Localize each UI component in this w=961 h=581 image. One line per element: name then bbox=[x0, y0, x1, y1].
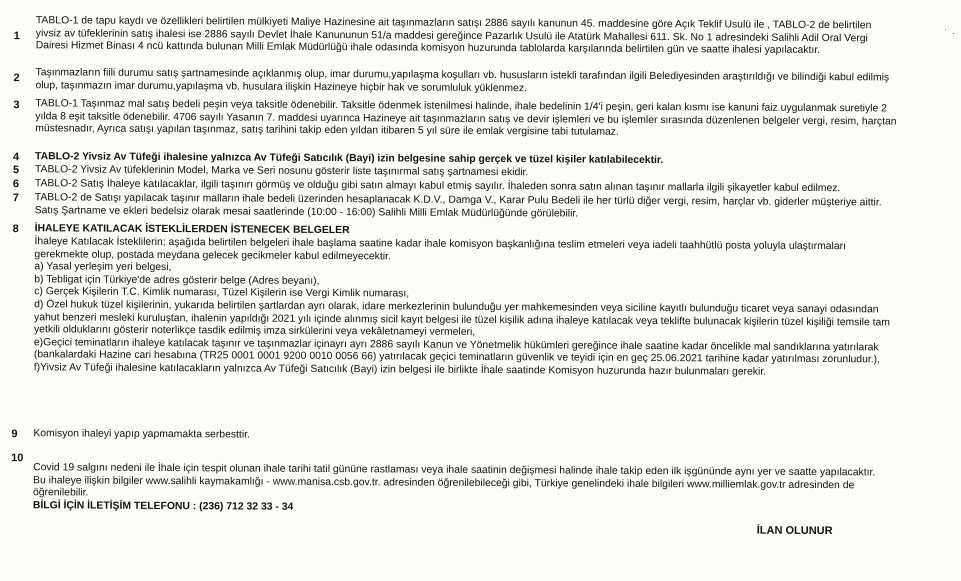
item-text: TABLO-2 Yivsiz Av tüfeklerinin Model, Marka ve Seri nosunu gösterir liste taşınırmal satış şartnamesi ekidir. bbox=[34, 164, 529, 179]
item-text: Covid 19 salgını nedeni ile İhale için tespit olunan ihale tarihi tatil gününe rastlaması veya ihale saatinin değişmesi halinde ihale takip eden ilk işgününde aynı yer ve saatte yapılacaktır. Bu ihaleye ilişkin bilgiler www.salihli kaymakamlığı - www.manisa.csb.gov.tr. adresinden öğrenilebileceği gibi, Türkiye genelindeki ihale bilgileri www.milliemlak.gov.tr adresinden de öğrenilebilir. bbox=[32, 462, 876, 499]
scan-dot-mark: · bbox=[951, 27, 955, 38]
item-text: TABLO-1 Taşınmaz mal satış bedeli peşin veya taksitle ödenebilir. Taksitle ödenmek istenilmesi halinde, ihale bedelinin 1/4'i peşin, geri kalan kısmı ise kanuni faiz uygulanmak suretiyle 2 yılda 8 eşit taksitle ödenebilir. 4706 sayılı Yasanın 7. maddesi uyarınca Hazineye ait taşınmazların satış ve devir işlemleri ve bu işlemler sırasında düzenlenen belgeler vergi, resim, harçtan müstesnadır, Ayrıca satışı yapılan taşınmaz, satış tarihini takip eden yıldan itibaren 5 yıl süre ile emlak vergisine tabi tutulamaz. bbox=[35, 98, 897, 138]
contact-phone: BİLGİ İÇİN İLETİŞİM TELEFONU : (236) 712 32 33 - 34 bbox=[32, 500, 294, 513]
item-number: 3 bbox=[13, 99, 20, 112]
item-text: İhaleye Katılacak İsteklilerin; aşağıda belirtilen belgeleri ihale başlama saatine kadar ihale komisyon başkanlığına teslim etmeleri veya iadeli taahhütlü posta yoluyla ulaştırmaları gerekmekte olup, postada meydana gelecek gecikmeler kabul edilmeyecektir. a) Yasal yerleşim yeri belgesi, b) Tebligat için Türkiye'de adres gösterir belge (Adres beyanı), c) Gerçek Kişilerin T.C. Kimlik numarası, Tüzel Kişilerin ise Vergi Kimlik numarası, d) Özel hukuk tüzel kişilerinin, yukarıda belirtilen şartlardan ayrı olarak, idare merkezlerinin bulunduğu yer mahkemesinden veya siciline kayıtlı bulunduğu ticaret veya sanayi odasından yahut benzeri mesleki kuruluştan, ihalenin yapıldığı 2021 yılı içinde alınmış sicil kayıt belgesi ile tüzel kişilik adına ihaleye katılacak veya teklifte bulunacak kişilerin tüzel kişiliği temsile tam yetkili olduklarını gösterir noterlikçe tasdik edilmiş imza sirkülerini veya vekâletnameyi vermeleri, e)Geçici teminatların ihaleye katılacak taşınır ve taşınmazlar içinayrı ayrı 2886 sayılı Kanun ve Yönetmelik hükümleri gereğince ihale saatine kadar öncelikle mal sandıklarına yatırılarak (bankalardaki Hazine cari hesabına (TR25 0001 0001 9200 0010 0056 66) yatırılacak geçici teminatların güvenlik ve teyidi için en geç 25.06.2021 tarihine kadar yatırılması zorunludur.), f)Yivsiz Av Tüfeği ihalesine katılacakların yalnızca Av Tüfeği Satıcılık (Bayi) izin belgesi ile birlikte İhale saatinde Komisyon huzurunda hazır bulunmaları gerekir. bbox=[33, 236, 890, 378]
item-number: 5 bbox=[12, 164, 20, 177]
item-number: 10 bbox=[11, 452, 24, 465]
section-heading: İHALEYE KATILACAK İSTEKLİLERDEN İSTENECEK BELGELER bbox=[34, 223, 350, 237]
item-number: 4 bbox=[13, 151, 20, 164]
item-text: TABLO-2 Satış İhaleye katılacaklar, ilgili taşınırı görmüş ve olduğu gibi satın almayı kabul etmiş sayılır. İhaleden sonra satın alınan taşınır mallarla ilgili şikayetler kabul edilmez. bbox=[34, 178, 841, 195]
item-text: TABLO-2 Yivsiz Av Tüfeği ihalesine yalnızca Av Tüfeği Satıcılık (Bayi) izin belgesine sahip gerçek ve tüzel kişiler katılabilecektir. bbox=[35, 151, 664, 167]
item-number: 6 bbox=[12, 178, 20, 191]
item-text: TABLO-2 de Satışı yapılacak taşınır malların ihale bedeli üzerinden hesaplanacak K.D.V., Damga V., Karar Pulu Bedeli ile her türlü diğer vergi, resim, harçlar vb. giderler müşteriye aittir. Satış Şartname ve ekleri bedelsiz olarak mesai saatlerinde (10:00 - 16:00) Salihli Milli Emlak Müdürlüğünde görülebilir. bbox=[34, 192, 882, 220]
item-number: 9 bbox=[11, 428, 18, 441]
item-text: Komisyon ihaleyi yapıp yapmamakta serbesttir. bbox=[33, 428, 250, 441]
item-number: 2 bbox=[13, 72, 20, 85]
footer-closing: İLAN OLUNUR bbox=[756, 524, 833, 538]
item-number: 8 bbox=[12, 223, 19, 236]
item-text: Taşınmazların fiili durumu satış şartnamesinde açıklanmış olup, imar durumu,yapılaşma koşulları vb. hususların istekli tarafından ilgili Belediyesinden araştırıldığı ve bilindiği kabul edilmiş olup, taşınmazın imar durumu,yapılaşma vb. husulara ilişkin Hazineye hiçbir hak ve sorumluluk yüklenmez. bbox=[35, 67, 890, 94]
scan-dot-mark: · bbox=[943, 23, 947, 34]
item-number: 7 bbox=[12, 192, 19, 205]
item-number: 1 bbox=[13, 30, 20, 43]
item-text: TABLO-1 de tapu kaydı ve özellikleri belirtilen mülkiyeti Maliye Hazinesine ait taşınmazların satışı 2886 sayılı kanunun 45. maddesine göre Açık Teklif Usulü ile , TABLO-2 de belirtilen yivsiz av tüfeklerinin satış ihalesi ise 2886 sayılı Devlet İhale Kanununun 51/a maddesi gereğince Pazarlık Usulü ile Atatürk Mahallesi 611. Sk. No 1 adresindeki Salihli Adil Oral Vergi Dairesi Hizmet Binası 4 ncü kattında bulunan Milli Emlak Müdürlüğü ihale odasında komisyon huzurunda tablolarda karşılarında belirtilen gün ve saatte ihalesi yapılacaktır. bbox=[35, 15, 872, 57]
